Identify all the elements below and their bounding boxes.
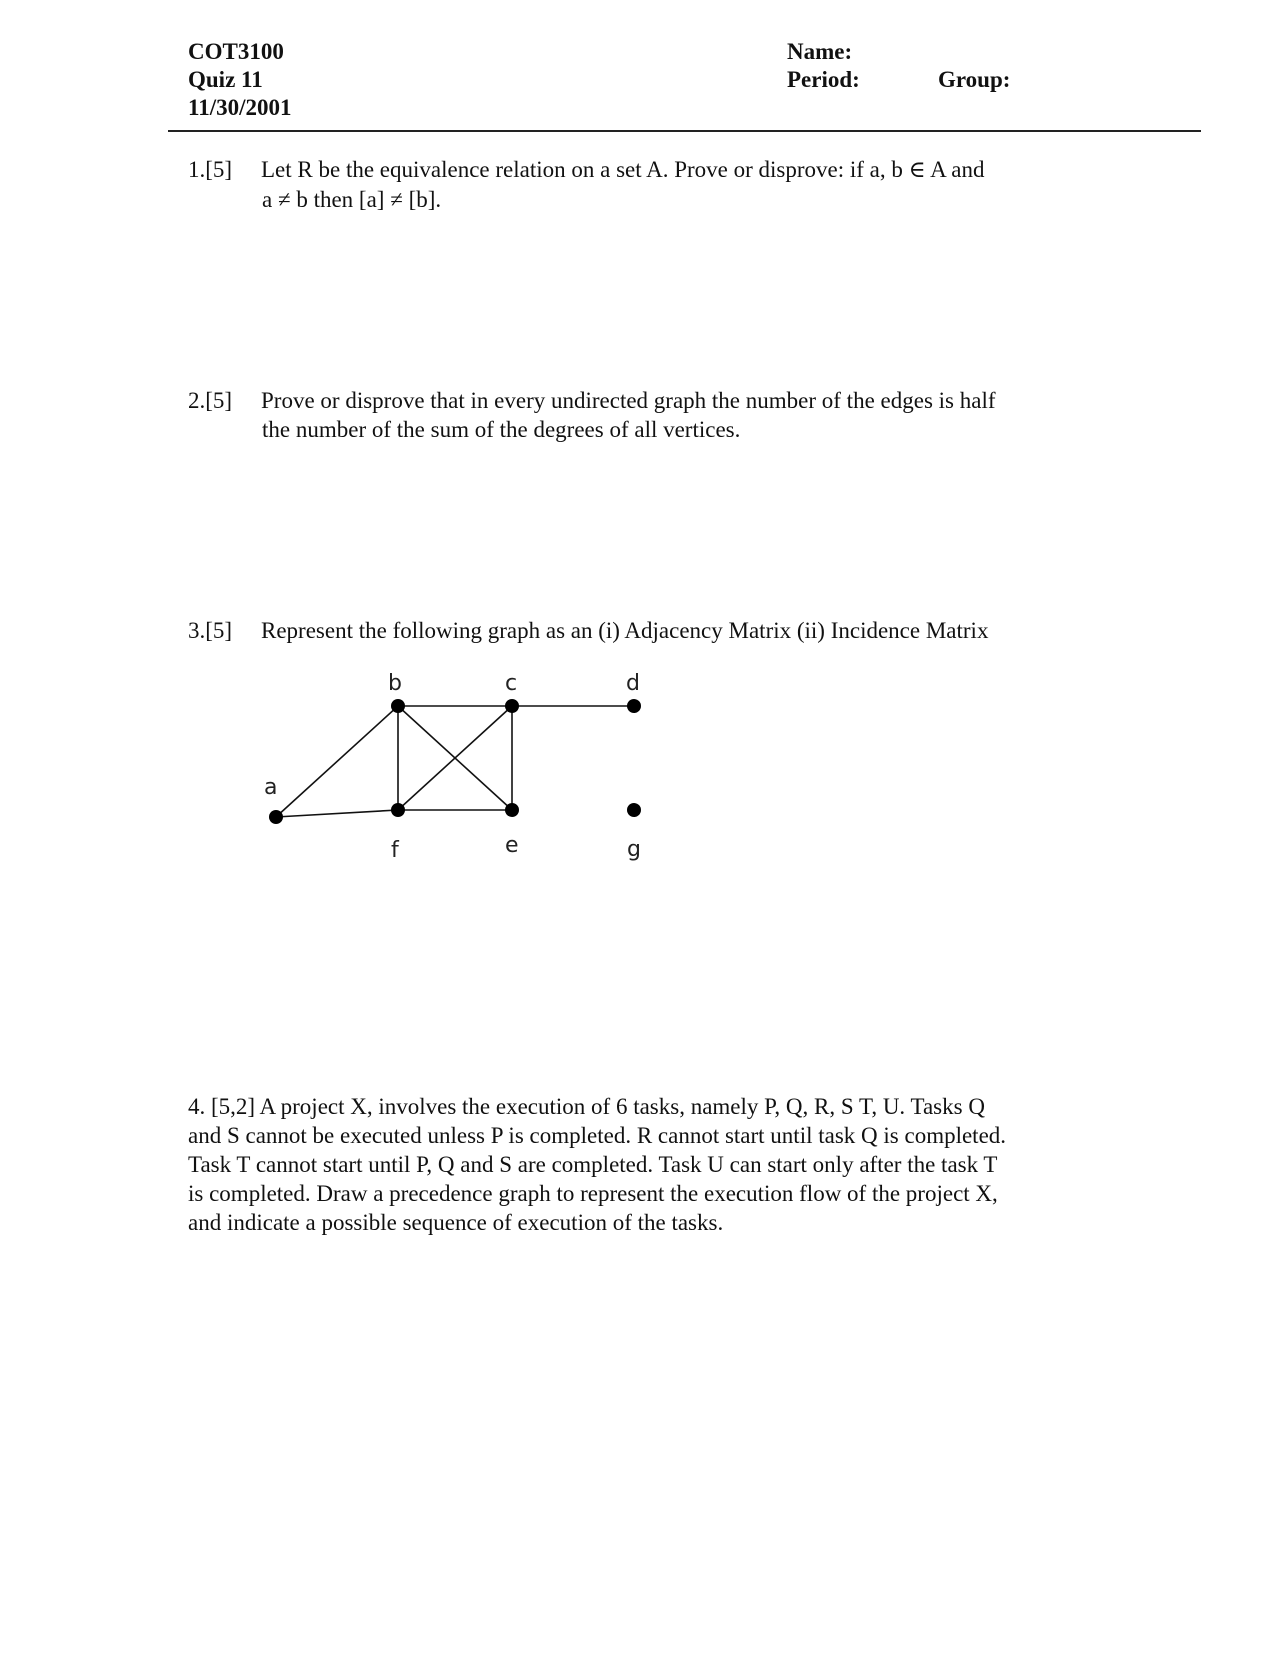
vertex-label-a: a [264,775,278,800]
header-divider [168,130,1201,132]
edge-a-b [276,706,398,817]
question-4-text [188,1092,1088,1237]
vertex-label-e: e [505,833,519,858]
quiz-date: 11/30/2001 [188,95,292,120]
course-code: COT3100 [188,39,284,64]
question-4-line-3: Task T cannot start until P, Q and S are completed. Task U can start only after the task T [188,1152,998,1177]
vertex-a [269,810,283,824]
question-2-line-2: the number of the sum of the degrees of all vertices. [262,417,741,442]
question-4-line-1: 4. [5,2] A project X, involves the execution of 6 tasks, namely P, Q, R, S T, U. Tasks Q [188,1094,985,1119]
graph-vertices [269,699,641,824]
question-4-line-4: is completed. Draw a precedence graph to represent the execution flow of the project X, [188,1181,998,1206]
edge-a-f [276,810,398,817]
vertex-g [627,803,641,817]
question-2-number: 2.[5] [188,388,233,413]
question-1-line-2: a ≠ b then [a] ≠ [b]. [262,187,442,212]
question-2-line-1: Prove or disprove that in every undirected graph the number of the edges is half [261,388,996,413]
question-4-line-2: and S cannot be executed unless P is completed. R cannot start until task Q is completed. [188,1123,1007,1148]
vertex-f [391,803,405,817]
question-1-number: 1.[5] [188,157,233,182]
graph-edges [276,706,634,817]
period-label: Period: [787,67,860,92]
vertex-d [627,699,641,713]
graph-figure [250,660,670,870]
group-label: Group: [938,67,1011,92]
quiz-title: Quiz 11 [188,67,263,92]
vertex-b [391,699,405,713]
vertex-label-d: d [626,671,640,696]
vertex-label-f: f [391,838,399,863]
question-3-line-1: Represent the following graph as an (i) Adjacency Matrix (ii) Incidence Matrix [261,618,989,643]
vertex-label-g: g [627,837,641,862]
question-4-line-5: and indicate a possible sequence of execution of the tasks. [188,1210,724,1235]
vertex-e [505,803,519,817]
vertex-label-c: c [505,671,518,696]
vertex-c [505,699,519,713]
question-3-number: 3.[5] [188,618,233,643]
vertex-label-b: b [388,671,402,696]
name-label: Name: [787,39,853,64]
question-1-line-1: Let R be the equivalence relation on a set A. Prove or disprove: if a, b ∈ A and [261,157,985,182]
